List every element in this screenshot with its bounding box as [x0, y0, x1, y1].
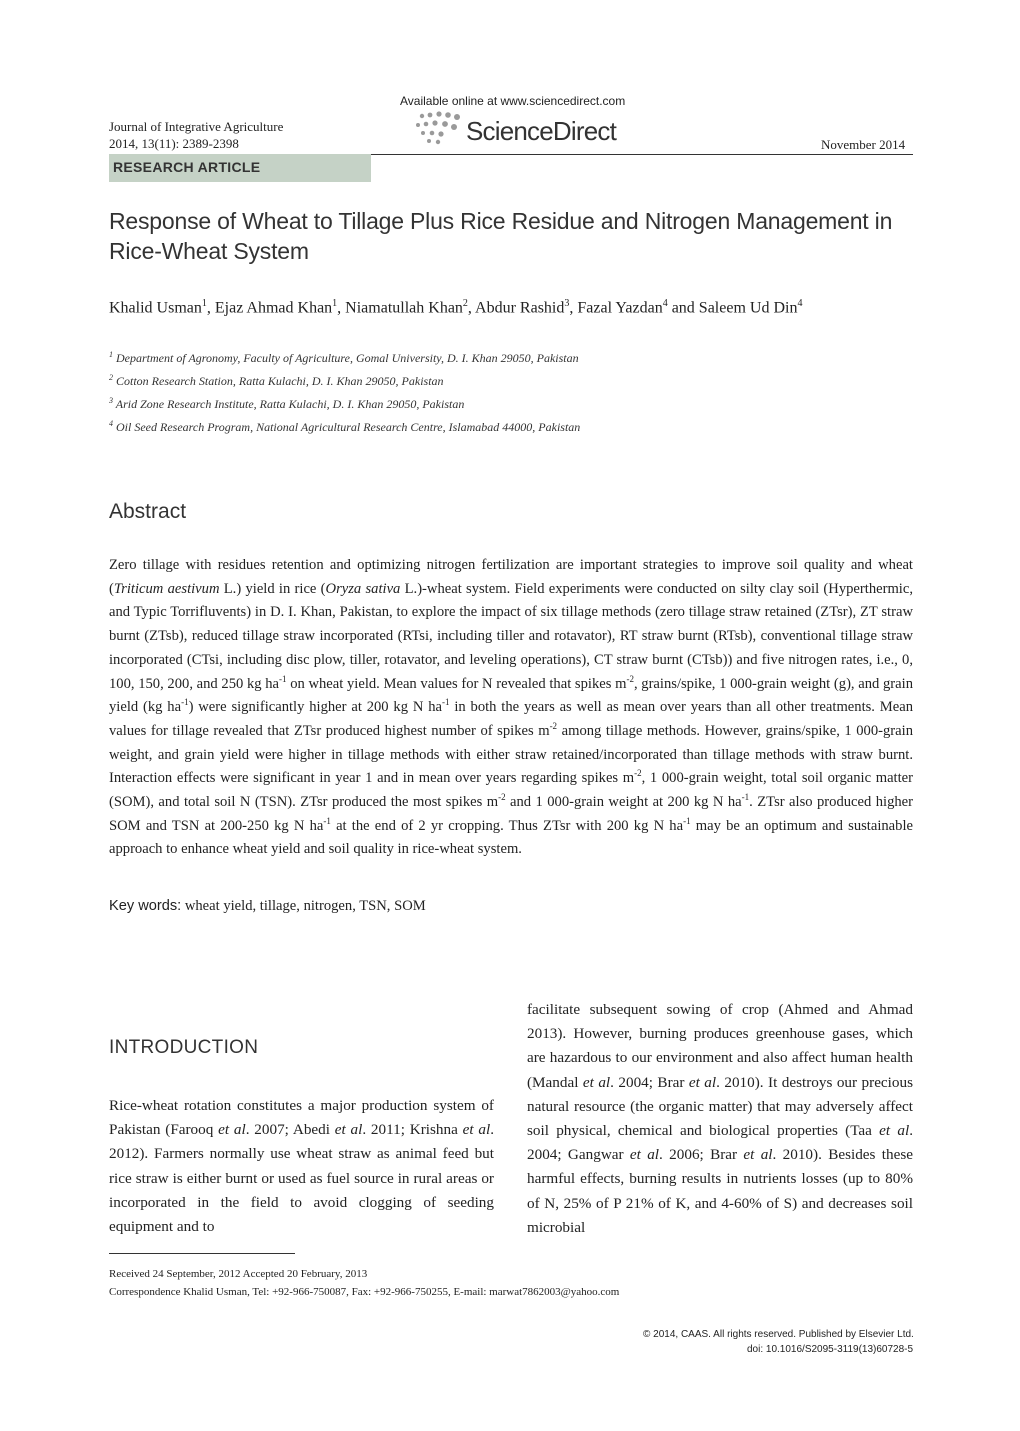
- abstract-body: [109, 554, 913, 862]
- unit-exponent: -1: [181, 697, 189, 708]
- author-list: [109, 298, 802, 317]
- affiliation-number: 1: [109, 350, 113, 359]
- author-affiliation-mark: 1: [201, 298, 207, 309]
- unit-exponent: -2: [498, 792, 506, 803]
- body-text: . 2010). It destroys our precious natural resource (the organic matter) that may adversely affect soil physical, chemical and biological properties (Taa: [527, 1073, 913, 1140]
- author-affiliation-mark: 4: [662, 298, 668, 309]
- affiliation-number: 2: [109, 373, 113, 382]
- abstract-text: L.) yield in rice (: [219, 580, 326, 597]
- affiliation-text: Arid Zone Research Institute, Ratta Kulachi, D. I. Khan 29050, Pakistan: [115, 397, 465, 411]
- issue-date: November 2014: [821, 137, 906, 152]
- keywords-list: wheat yield, tillage, nitrogen, TSN, SOM: [181, 898, 426, 914]
- citation-etal: et al: [334, 1121, 363, 1139]
- keywords-label: Key words:: [109, 898, 182, 914]
- footnote-divider: [109, 1253, 295, 1254]
- body-text: . 2010). Besides these harmful effects, burning results in nutrients losses (up to 80% of N, 25% of P 21% of K, and 4-60% of S) and decreases soil microbial: [527, 1146, 913, 1236]
- body-text: . 2012). Farmers normally use wheat straw as animal feed but rice straw is either burnt or used as fuel source in rural areas or incorporated in the field to avoid clogging of seeding equipment and to: [109, 1121, 495, 1236]
- unit-exponent: -1: [741, 792, 750, 803]
- author-name: Ejaz Ahmad Khan: [214, 299, 333, 317]
- author-affiliation-mark: 3: [564, 298, 570, 309]
- affiliation-item: [109, 391, 580, 414]
- available-online-text: Available online at www.sciencedirect.com: [400, 94, 626, 108]
- author-affiliation-mark: 4: [797, 298, 803, 309]
- affiliation-text: Department of Agronomy, Faculty of Agriculture, Gomal University, D. I. Khan 29050, Pakistan: [116, 351, 579, 365]
- unit-exponent: -1: [279, 673, 287, 684]
- abstract-heading: Abstract: [109, 500, 187, 523]
- article-title: Response of Wheat to Tillage Plus Rice Residue and Nitrogen Management in Rice-Wheat System: [109, 208, 893, 264]
- abstract-text: ) were significantly higher at 200 kg N ha: [188, 699, 443, 716]
- abstract-text: in both the years as well as mean over years than all other treatments. Mean values for tillage revealed that ZTsr produced highest number of spikes m: [109, 699, 914, 739]
- author-affiliation-mark: 2: [462, 298, 468, 309]
- author-separator: ,: [337, 299, 346, 317]
- body-text: facilitate subsequent sowing of crop (Ahmed and Ahmad 2013). However, burning produces greenhouse gases, which are hazardous to our environment and also affect human health (Mandal: [527, 1001, 913, 1091]
- citation-etal: et al: [582, 1073, 611, 1091]
- body-text: . 2011; Krishna: [362, 1121, 463, 1139]
- header-divider: [371, 154, 913, 155]
- author-separator: ,: [206, 299, 215, 317]
- citation-etal: et al: [462, 1121, 491, 1139]
- unit-exponent: -1: [442, 697, 450, 708]
- correspondence-info: Correspondence Khalid Usman, Tel: +92-966-750087, Fax: +92-966-750255, E-mail: marwat7862003@yahoo.com: [109, 1286, 620, 1298]
- affiliation-text: Oil Seed Research Program, National Agricultural Research Centre, Islamabad 44000, Pakistan: [116, 420, 581, 434]
- author-affiliation-mark: 1: [332, 298, 338, 309]
- body-text: . 2007; Abedi: [245, 1121, 335, 1139]
- body-text: . 2004; Gangwar: [527, 1122, 913, 1164]
- abstract-text: , 1 000-grain weight, total soil organic matter (SOM), and total soil N (TSN). ZTsr produced the most spikes m: [109, 770, 914, 811]
- unit-exponent: -2: [626, 673, 634, 684]
- abstract-text: on wheat yield. Mean values for N revealed that spikes m: [286, 675, 627, 692]
- author-name: Fazal Yazdan: [577, 299, 663, 317]
- affiliation-item: [109, 345, 580, 368]
- author-separator: ,: [467, 299, 476, 317]
- doi-text: doi: 10.1016/S2095-3119(13)60728-5: [747, 1344, 914, 1355]
- article-type-label: RESEARCH ARTICLE: [113, 159, 261, 175]
- keywords: [109, 898, 426, 915]
- abstract-text: . ZTsr also produced higher SOM and TSN at 200-250 kg N ha: [109, 794, 914, 834]
- citation-etal: et al: [218, 1121, 246, 1139]
- journal-name: Journal of Integrative Agriculture: [109, 119, 284, 134]
- author-name: Abdur Rashid: [475, 299, 565, 317]
- sciencedirect-logo-text: ScienceDirect: [466, 116, 616, 146]
- affiliation-item: [109, 414, 580, 437]
- citation-etal: et al: [688, 1073, 717, 1091]
- abstract-text: L.)-wheat system. Field experiments were conducted on silty clay soil (Hyperthermic, and Typic Torrifluvents) in D. I. Khan, Pakistan, to explore the impact of six tillage methods (zero tillage straw retained (ZTsr), ZT straw burnt (ZTsb), reduced tillage straw incorporated (RTsi, including tiller and rotavator), RT straw burnt (RTsb), conventional tillage straw incorporated (CTsi, including disc plow, tiller, rotavator, and leveling operations), CT straw burnt (CTsb)) and five nitrogen rates, i.e., 0, 100, 150, 200, and 250 kg ha: [109, 580, 913, 692]
- introduction-heading: INTRODUCTION: [109, 1037, 259, 1058]
- unit-exponent: -1: [323, 815, 331, 826]
- copyright-notice: © 2014, CAAS. All rights reserved. Published by Elsevier Ltd.: [643, 1329, 914, 1340]
- species-name: Oryza sativa: [325, 580, 401, 597]
- citation-etal: et al: [629, 1146, 660, 1164]
- abstract-text: , grains/spike, 1 000-grain weight (g), and grain yield (kg ha: [109, 675, 913, 716]
- abstract-text: and 1 000-grain weight at 200 kg N ha: [505, 794, 742, 811]
- abstract-text: at the end of 2 yr cropping. Thus ZTsr with 200 kg N ha: [330, 817, 684, 834]
- body-text: Rice-wheat rotation constitutes a major production system of Pakistan (Farooq: [109, 1097, 494, 1139]
- introduction-right-column: [527, 998, 913, 1240]
- body-text: . 2004; Brar: [610, 1073, 689, 1091]
- journal-citation: 2014, 13(11): 2389-2398: [109, 136, 239, 151]
- journal-info: [109, 118, 283, 152]
- affiliation-item: [109, 368, 580, 391]
- abstract-text: Zero tillage with residues retention and optimizing nitrogen fertilization are important strategies to improve soil quality and wheat (: [109, 557, 913, 597]
- author-name: Saleem Ud Din: [698, 299, 798, 317]
- abstract-text: among tillage methods. However, grains/spike, 1 000-grain weight, and grain yield were higher in tillage methods with either straw retained/incorporated than tillage methods with straw burnt. Interaction effects were significant in year 1 and in mean over years regarding spikes m: [109, 722, 913, 787]
- affiliation-number: 3: [109, 396, 113, 405]
- species-name: Triticum aestivum: [113, 580, 220, 597]
- author-separator: and: [667, 299, 699, 317]
- affiliation-number: 4: [109, 419, 113, 428]
- affiliation-list: [109, 345, 580, 437]
- unit-exponent: -2: [634, 768, 642, 779]
- affiliation-text: Cotton Research Station, Ratta Kulachi, D. I. Khan 29050, Pakistan: [116, 374, 444, 388]
- introduction-left-column: [109, 1094, 494, 1239]
- author-separator: ,: [569, 299, 578, 317]
- author-name: Khalid Usman: [109, 299, 202, 317]
- unit-exponent: -2: [549, 721, 558, 732]
- received-accepted-dates: Received 24 September, 2012 Accepted 20 February, 2013: [109, 1268, 368, 1280]
- citation-etal: et al: [743, 1146, 773, 1164]
- author-name: Niamatullah Khan: [345, 299, 463, 317]
- abstract-text: may be an optimum and sustainable approach to enhance wheat yield and soil quality in rice-wheat system.: [109, 817, 913, 858]
- unit-exponent: -1: [683, 815, 691, 826]
- article-type-banner: [109, 154, 371, 182]
- body-text: . 2006; Brar: [659, 1146, 744, 1164]
- citation-etal: et al: [879, 1122, 910, 1140]
